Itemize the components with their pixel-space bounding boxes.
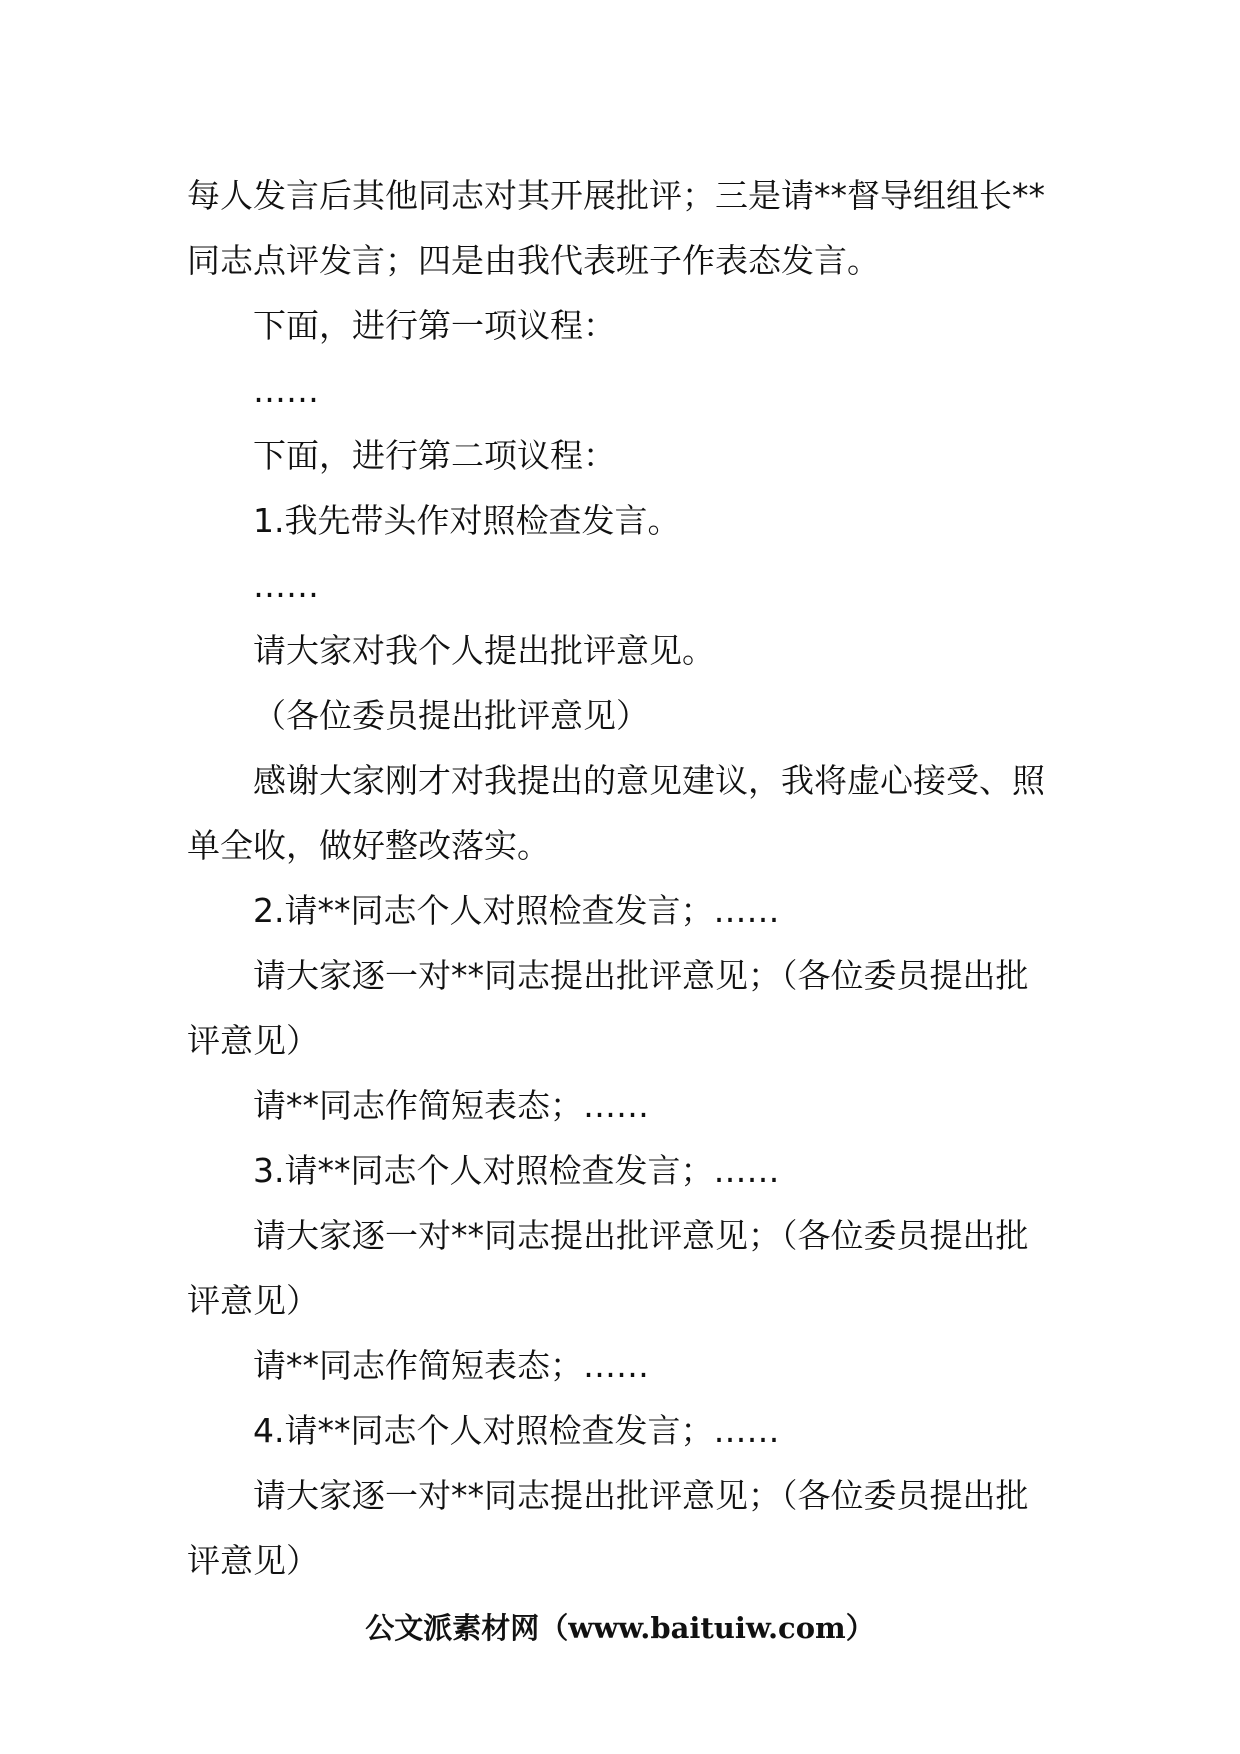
paragraph: 下面，进行第一项议程： [253, 306, 616, 345]
paragraph: 1.我先带头作对照检查发言。 [253, 501, 681, 540]
document-body [187, 163, 1057, 1593]
paragraph: 请大家对我个人提出批评意见。 [253, 631, 715, 670]
paragraph: …… [253, 566, 319, 605]
paragraph: 2.请**同志个人对照检查发言；…… [253, 891, 780, 930]
paragraph: …… [253, 371, 319, 410]
paragraph: 每人发言后其他同志对其开展批评；三是请**督导组组长**同志点评发言；四是由我代表班子作表态发言。 [187, 176, 1045, 280]
paragraph: 请**同志作简短表态；…… [253, 1346, 649, 1385]
paragraph: 请大家逐一对**同志提出批评意见；（各位委员提出批评意见） [187, 1216, 1029, 1320]
paragraph: 感谢大家刚才对我提出的意见建议，我将虚心接受、照单全收，做好整改落实。 [187, 761, 1045, 865]
paragraph: 请大家逐一对**同志提出批评意见；（各位委员提出批评意见） [187, 1476, 1029, 1580]
paragraph: 下面，进行第二项议程： [253, 436, 616, 475]
paragraph: 3.请**同志个人对照检查发言；…… [253, 1151, 780, 1190]
footer-watermark-text: 公文派素材网（www.baituiw.com） [365, 1611, 875, 1645]
paragraph: 请**同志作简短表态；…… [253, 1086, 649, 1125]
paragraph: （各位委员提出批评意见） [253, 696, 649, 735]
paragraph: 4.请**同志个人对照检查发言；…… [253, 1411, 780, 1450]
paragraph: 请大家逐一对**同志提出批评意见；（各位委员提出批评意见） [187, 956, 1029, 1060]
